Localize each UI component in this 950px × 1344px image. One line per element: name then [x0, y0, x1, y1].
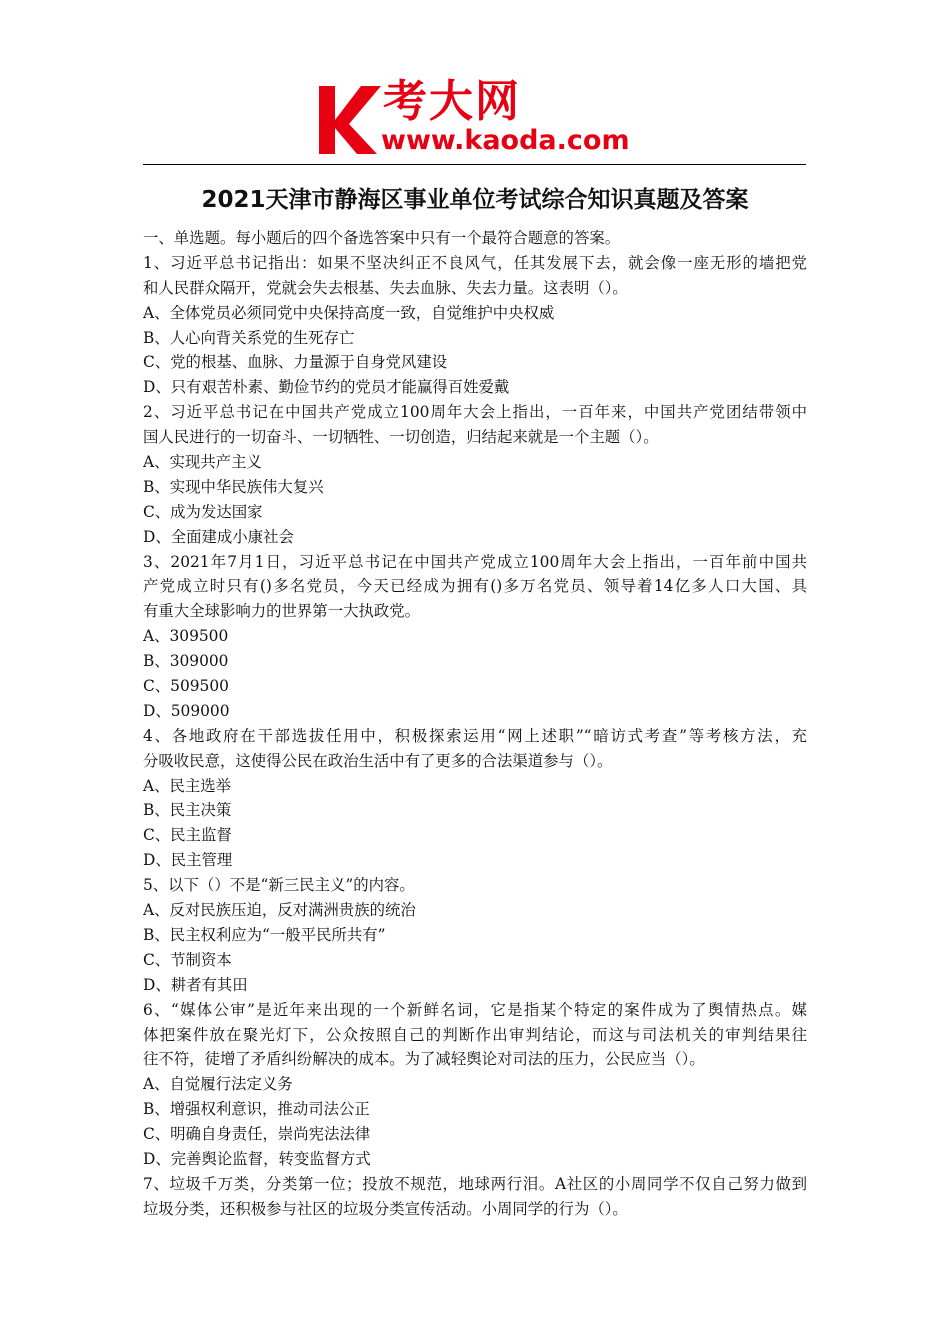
- question-6-stem-line: 往不符，徒增了矛盾纠纷解决的成本。为了减轻舆论对司法的压力，公民应当（）。: [143, 1050, 705, 1069]
- question-5-option: A、反对民族压迫，反对满洲贵族的统治: [143, 901, 416, 920]
- question-2-option: A、实现共产主义: [143, 453, 262, 472]
- question-2-option: B、实现中华民族伟大复兴: [143, 477, 324, 496]
- question-4-option: D、民主管理: [143, 851, 233, 870]
- question-6-option: D、完善舆论监督，转变监督方式: [143, 1149, 371, 1168]
- question-6-option: B、增强权利意识，推动司法公正: [143, 1100, 370, 1119]
- question-3-option: A、309500: [143, 627, 229, 646]
- k-logo-icon: [315, 82, 385, 158]
- question-6-option: A、自觉履行法定义务: [143, 1075, 293, 1094]
- header-divider: [143, 164, 806, 165]
- question-5-option: C、节制资本: [143, 950, 232, 969]
- logo-brand-text: 考大网: [383, 76, 521, 127]
- question-7-stem-line: 垃圾分类，还积极参与社区的垃圾分类宣传活动。小周同学的行为（）。: [143, 1199, 628, 1218]
- question-3-option: B、309000: [143, 652, 229, 671]
- logo-url-text: www.kaoda.com: [381, 125, 630, 156]
- question-1-option: B、人心向背关系党的生死存亡: [143, 328, 355, 347]
- question-3-stem-line: 3、2021年7月1日，习近平总书记在中国共产党成立100周年大会上指出，一百年前中国共: [143, 552, 807, 571]
- question-4-option: B、民主决策: [143, 801, 232, 820]
- document-title: 2021天津市静海区事业单位考试综合知识真题及答案: [201, 187, 749, 213]
- question-1-stem-line: 1、习近平总书记指出：如果不坚决纠正不良风气，任其发展下去，就会像一座无形的墙把党: [143, 253, 807, 272]
- question-7-stem-line: 7、垃圾千万类，分类第一位；投放不规范，地球两行泪。A社区的小周同学不仅自己努力做到: [143, 1174, 807, 1193]
- question-5-option: D、耕者有其田: [143, 975, 248, 994]
- question-1-option: A、全体党员必须同党中央保持高度一致，自觉维护中央权威: [143, 303, 555, 322]
- question-3-stem-line: 有重大全球影响力的世界第一大执政党。: [143, 602, 421, 621]
- question-4-option: C、民主监督: [143, 826, 232, 845]
- question-2-stem-line: 2、习近平总书记在中国共产党成立100周年大会上指出，一百年来，中国共产党团结带领中: [143, 403, 807, 422]
- question-1-stem-line: 和人民群众隔开，党就会失去根基、失去血脉、失去力量。这表明（）。: [143, 278, 628, 297]
- question-3-option: D、509000: [143, 701, 230, 720]
- question-1-option: C、党的根基、血脉、力量源于自身党风建设: [143, 353, 448, 372]
- question-6-stem-line: 体把案件放在聚光灯下，公众按照自己的判断作出审判结论，而这与司法机关的审判结果往: [143, 1025, 807, 1044]
- question-6-option: C、明确自身责任，崇尚宪法法律: [143, 1125, 371, 1144]
- question-5-stem-line: 5、以下（）不是“新三民主义”的内容。: [143, 876, 415, 895]
- question-content: [143, 226, 807, 1222]
- question-2-stem-line: 国人民进行的一切奋斗、一切牺牲、一切创造，归结起来就是一个主题（）。: [143, 428, 659, 447]
- question-2-option: C、成为发达国家: [143, 502, 263, 521]
- question-5-option: B、民主权利应为“一般平民所共有”: [143, 925, 386, 944]
- question-1-option: D、只有艰苦朴素、勤俭节约的党员才能赢得百姓爱戴: [143, 378, 510, 397]
- question-2-option: D、全面建成小康社会: [143, 527, 294, 546]
- section-heading: 一、单选题。每小题后的四个备选答案中只有一个最符合题意的答案。: [143, 229, 621, 247]
- question-4-stem-line: 分吸收民意，这使得公民在政治生活中有了更多的合法渠道参与（）。: [143, 751, 613, 770]
- question-4-option: A、民主选举: [143, 776, 232, 795]
- question-6-stem-line: 6、“媒体公审”是近年来出现的一个新鲜名词，它是指某个特定的案件成为了舆情热点。媒: [143, 1000, 807, 1019]
- question-3-stem-line: 产党成立时只有()多名党员，今天已经成为拥有()多万名党员、领导着14亿多人口大国、具: [143, 577, 807, 596]
- kaoda-logo: [315, 78, 645, 160]
- question-4-stem-line: 4、各地政府在干部选拔任用中，积极探索运用“网上述职”“暗访式考查”等考核方法，充: [143, 726, 807, 745]
- question-3-option: C、509500: [143, 677, 229, 696]
